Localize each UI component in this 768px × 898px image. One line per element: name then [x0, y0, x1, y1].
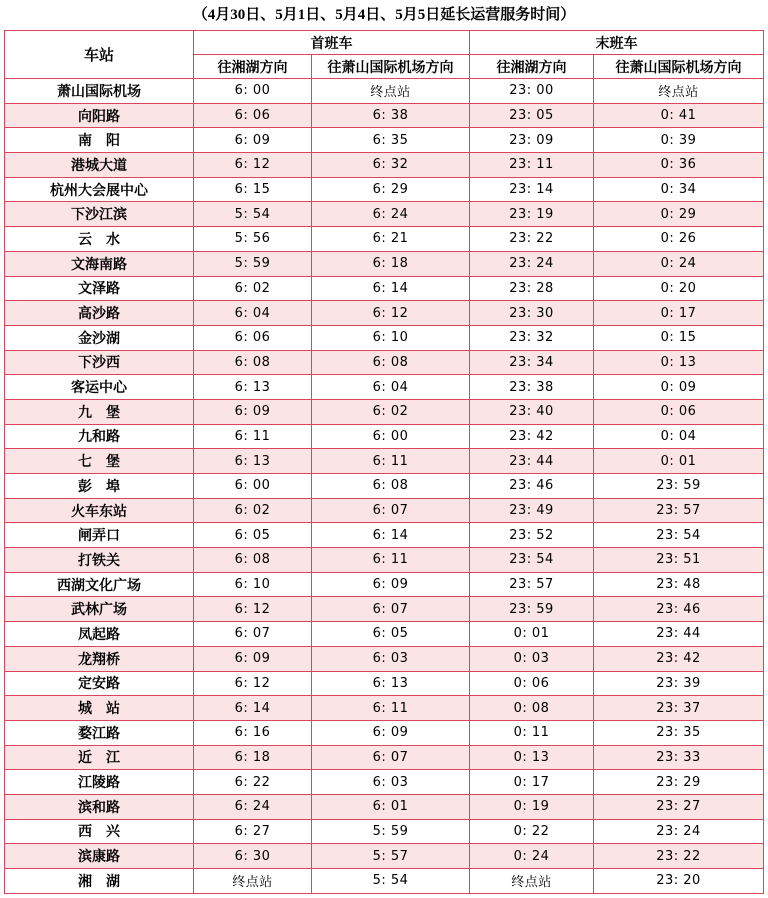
last-train-airport-header: 往萧山国际机场方向	[594, 55, 764, 79]
first-train-to-airport: 6: 09	[312, 572, 470, 597]
table-row	[5, 474, 764, 499]
last-train-to-airport: 0: 13	[594, 350, 764, 375]
table-row	[5, 177, 764, 202]
last-train-to-xianghu: 23: 19	[470, 202, 594, 227]
station-name: 萧山国际机场	[5, 79, 194, 104]
first-train-to-airport: 6: 04	[312, 375, 470, 400]
table-row	[5, 276, 764, 301]
station-name: 文海南路	[5, 251, 194, 276]
first-train-to-xianghu: 6: 08	[194, 350, 312, 375]
first-train-to-airport: 6: 07	[312, 498, 470, 523]
last-train-to-xianghu: 0: 08	[470, 696, 594, 721]
table-row	[5, 622, 764, 647]
last-train-to-airport: 0: 15	[594, 325, 764, 350]
first-train-to-airport: 6: 35	[312, 128, 470, 153]
station-name: 城 站	[5, 696, 194, 721]
first-train-to-xianghu: 6: 15	[194, 177, 312, 202]
first-train-to-xianghu: 6: 13	[194, 449, 312, 474]
table-row	[5, 79, 764, 104]
first-train-to-xianghu: 6: 27	[194, 819, 312, 844]
table-row	[5, 350, 764, 375]
first-train-to-airport: 5: 54	[312, 869, 470, 894]
last-train-to-airport: 0: 29	[594, 202, 764, 227]
last-train-to-airport: 23: 57	[594, 498, 764, 523]
station-column-header: 车站	[5, 31, 194, 79]
first-train-to-xianghu: 6: 00	[194, 474, 312, 499]
last-train-to-xianghu: 0: 11	[470, 720, 594, 745]
table-row	[5, 572, 764, 597]
first-train-to-airport: 6: 38	[312, 103, 470, 128]
last-train-to-xianghu: 23: 54	[470, 548, 594, 573]
first-train-to-airport: 6: 29	[312, 177, 470, 202]
first-train-to-xianghu: 6: 00	[194, 79, 312, 104]
last-train-to-xianghu: 23: 40	[470, 399, 594, 424]
table-row	[5, 597, 764, 622]
last-train-to-airport: 终点站	[594, 79, 764, 104]
first-train-to-xianghu: 6: 12	[194, 597, 312, 622]
last-train-to-airport: 23: 48	[594, 572, 764, 597]
last-train-to-airport: 0: 17	[594, 301, 764, 326]
first-train-to-airport: 6: 14	[312, 523, 470, 548]
last-train-to-xianghu: 23: 42	[470, 424, 594, 449]
first-train-to-xianghu: 6: 14	[194, 696, 312, 721]
station-name: 向阳路	[5, 103, 194, 128]
first-train-to-airport: 6: 10	[312, 325, 470, 350]
last-train-to-xianghu: 23: 14	[470, 177, 594, 202]
last-train-to-xianghu: 23: 30	[470, 301, 594, 326]
first-train-to-airport: 6: 05	[312, 622, 470, 647]
last-train-to-airport: 0: 06	[594, 399, 764, 424]
station-name: 滨和路	[5, 794, 194, 819]
table-row	[5, 696, 764, 721]
table-row	[5, 794, 764, 819]
last-train-to-xianghu: 0: 17	[470, 770, 594, 795]
first-train-to-airport: 6: 14	[312, 276, 470, 301]
last-train-to-xianghu: 0: 13	[470, 745, 594, 770]
station-name: 火车东站	[5, 498, 194, 523]
last-train-to-airport: 0: 04	[594, 424, 764, 449]
last-train-to-airport: 0: 24	[594, 251, 764, 276]
first-train-to-xianghu: 6: 11	[194, 424, 312, 449]
table-row	[5, 869, 764, 894]
station-name: 江陵路	[5, 770, 194, 795]
station-name: 滨康路	[5, 844, 194, 869]
last-train-header: 末班车	[470, 31, 764, 55]
station-name: 客运中心	[5, 375, 194, 400]
first-train-to-xianghu: 6: 05	[194, 523, 312, 548]
station-name: 湘 湖	[5, 869, 194, 894]
last-train-to-xianghu: 0: 06	[470, 671, 594, 696]
last-train-to-xianghu: 23: 11	[470, 153, 594, 178]
first-train-to-airport: 终点站	[312, 79, 470, 104]
table-row	[5, 424, 764, 449]
last-train-xianghu-header: 往湘湖方向	[470, 55, 594, 79]
station-name: 婺江路	[5, 720, 194, 745]
station-name: 杭州大会展中心	[5, 177, 194, 202]
table-row	[5, 523, 764, 548]
last-train-to-xianghu: 23: 22	[470, 227, 594, 252]
table-row	[5, 399, 764, 424]
first-train-to-airport: 6: 11	[312, 696, 470, 721]
last-train-to-xianghu: 23: 32	[470, 325, 594, 350]
last-train-to-airport: 23: 44	[594, 622, 764, 647]
first-train-to-xianghu: 6: 16	[194, 720, 312, 745]
first-train-to-airport: 6: 32	[312, 153, 470, 178]
station-name: 凤起路	[5, 622, 194, 647]
station-name: 文泽路	[5, 276, 194, 301]
first-train-to-airport: 6: 08	[312, 350, 470, 375]
last-train-to-xianghu: 23: 44	[470, 449, 594, 474]
table-row	[5, 103, 764, 128]
station-name: 近 江	[5, 745, 194, 770]
first-train-to-xianghu: 5: 56	[194, 227, 312, 252]
first-train-to-xianghu: 5: 54	[194, 202, 312, 227]
first-train-to-xianghu: 5: 59	[194, 251, 312, 276]
table-row	[5, 301, 764, 326]
last-train-to-xianghu: 终点站	[470, 869, 594, 894]
first-train-to-airport: 6: 09	[312, 720, 470, 745]
last-train-to-airport: 23: 54	[594, 523, 764, 548]
last-train-to-airport: 23: 39	[594, 671, 764, 696]
station-name: 武林广场	[5, 597, 194, 622]
table-row	[5, 720, 764, 745]
first-train-to-airport: 6: 01	[312, 794, 470, 819]
first-train-to-xianghu: 6: 02	[194, 498, 312, 523]
last-train-to-airport: 0: 36	[594, 153, 764, 178]
last-train-to-airport: 23: 33	[594, 745, 764, 770]
station-name: 打铁关	[5, 548, 194, 573]
station-name: 彭 埠	[5, 474, 194, 499]
first-train-to-xianghu: 6: 09	[194, 646, 312, 671]
last-train-to-xianghu: 0: 22	[470, 819, 594, 844]
last-train-to-xianghu: 23: 24	[470, 251, 594, 276]
first-train-to-airport: 6: 03	[312, 770, 470, 795]
station-name: 南 阳	[5, 128, 194, 153]
station-name: 龙翔桥	[5, 646, 194, 671]
last-train-to-airport: 0: 41	[594, 103, 764, 128]
first-train-to-airport: 6: 24	[312, 202, 470, 227]
station-name: 西湖文化广场	[5, 572, 194, 597]
first-train-to-xianghu: 6: 12	[194, 153, 312, 178]
table-row	[5, 227, 764, 252]
last-train-to-xianghu: 0: 24	[470, 844, 594, 869]
last-train-to-xianghu: 23: 05	[470, 103, 594, 128]
first-train-to-airport: 6: 07	[312, 597, 470, 622]
table-row	[5, 745, 764, 770]
table-row	[5, 251, 764, 276]
first-train-to-airport: 5: 57	[312, 844, 470, 869]
station-name: 高沙路	[5, 301, 194, 326]
last-train-to-xianghu: 23: 49	[470, 498, 594, 523]
first-train-to-xianghu: 6: 10	[194, 572, 312, 597]
last-train-to-airport: 23: 51	[594, 548, 764, 573]
station-name: 下沙西	[5, 350, 194, 375]
last-train-to-airport: 23: 20	[594, 869, 764, 894]
first-train-to-xianghu: 6: 09	[194, 399, 312, 424]
station-name: 金沙湖	[5, 325, 194, 350]
timetable-body	[5, 79, 764, 894]
last-train-to-airport: 23: 37	[594, 696, 764, 721]
last-train-to-airport: 0: 20	[594, 276, 764, 301]
timetable	[4, 30, 764, 894]
last-train-to-xianghu: 23: 59	[470, 597, 594, 622]
first-train-to-airport: 6: 13	[312, 671, 470, 696]
first-train-to-airport: 6: 21	[312, 227, 470, 252]
station-name: 港城大道	[5, 153, 194, 178]
table-row	[5, 449, 764, 474]
first-train-xianghu-header: 往湘湖方向	[194, 55, 312, 79]
station-name: 云 水	[5, 227, 194, 252]
table-row	[5, 646, 764, 671]
last-train-to-xianghu: 23: 38	[470, 375, 594, 400]
table-row	[5, 770, 764, 795]
table-row	[5, 128, 764, 153]
first-train-to-airport: 6: 08	[312, 474, 470, 499]
table-row	[5, 819, 764, 844]
first-train-to-xianghu: 6: 24	[194, 794, 312, 819]
table-row	[5, 548, 764, 573]
table-row	[5, 202, 764, 227]
last-train-to-airport: 0: 34	[594, 177, 764, 202]
first-train-to-xianghu: 6: 06	[194, 325, 312, 350]
first-train-to-xianghu: 6: 13	[194, 375, 312, 400]
last-train-to-airport: 23: 27	[594, 794, 764, 819]
table-row	[5, 153, 764, 178]
last-train-to-xianghu: 23: 46	[470, 474, 594, 499]
first-train-to-airport: 6: 02	[312, 399, 470, 424]
last-train-to-xianghu: 23: 34	[470, 350, 594, 375]
station-name: 九和路	[5, 424, 194, 449]
station-name: 西 兴	[5, 819, 194, 844]
first-train-to-xianghu: 6: 09	[194, 128, 312, 153]
last-train-to-xianghu: 23: 28	[470, 276, 594, 301]
first-train-to-xianghu: 6: 22	[194, 770, 312, 795]
first-train-to-xianghu: 6: 06	[194, 103, 312, 128]
first-train-to-airport: 6: 18	[312, 251, 470, 276]
first-train-to-xianghu: 6: 18	[194, 745, 312, 770]
last-train-to-xianghu: 0: 03	[470, 646, 594, 671]
table-row	[5, 325, 764, 350]
last-train-to-airport: 23: 59	[594, 474, 764, 499]
station-name: 七 堡	[5, 449, 194, 474]
first-train-airport-header: 往萧山国际机场方向	[312, 55, 470, 79]
last-train-to-airport: 23: 35	[594, 720, 764, 745]
table-row	[5, 375, 764, 400]
last-train-to-xianghu: 23: 57	[470, 572, 594, 597]
first-train-to-xianghu: 6: 07	[194, 622, 312, 647]
last-train-to-xianghu: 0: 01	[470, 622, 594, 647]
page-title: （4月30日、5月1日、5月4日、5月5日延长运营服务时间）	[192, 7, 576, 23]
last-train-to-airport: 0: 39	[594, 128, 764, 153]
first-train-to-airport: 6: 12	[312, 301, 470, 326]
first-train-to-airport: 6: 07	[312, 745, 470, 770]
station-name: 定安路	[5, 671, 194, 696]
first-train-to-xianghu: 6: 12	[194, 671, 312, 696]
last-train-to-airport: 23: 29	[594, 770, 764, 795]
table-row	[5, 671, 764, 696]
last-train-to-xianghu: 23: 52	[470, 523, 594, 548]
station-name: 下沙江滨	[5, 202, 194, 227]
first-train-to-airport: 6: 11	[312, 449, 470, 474]
last-train-to-xianghu: 0: 19	[470, 794, 594, 819]
last-train-to-airport: 23: 46	[594, 597, 764, 622]
station-name: 九 堡	[5, 399, 194, 424]
last-train-to-xianghu: 23: 09	[470, 128, 594, 153]
last-train-to-airport: 0: 09	[594, 375, 764, 400]
first-train-to-airport: 5: 59	[312, 819, 470, 844]
first-train-to-airport: 6: 03	[312, 646, 470, 671]
first-train-to-xianghu: 6: 04	[194, 301, 312, 326]
first-train-header: 首班车	[194, 31, 470, 55]
first-train-to-xianghu: 6: 30	[194, 844, 312, 869]
last-train-to-airport: 23: 42	[594, 646, 764, 671]
last-train-to-airport: 0: 01	[594, 449, 764, 474]
table-row	[5, 844, 764, 869]
last-train-to-airport: 23: 24	[594, 819, 764, 844]
first-train-to-xianghu: 6: 02	[194, 276, 312, 301]
first-train-to-xianghu: 终点站	[194, 869, 312, 894]
first-train-to-airport: 6: 11	[312, 548, 470, 573]
first-train-to-airport: 6: 00	[312, 424, 470, 449]
last-train-to-airport: 23: 22	[594, 844, 764, 869]
first-train-to-xianghu: 6: 08	[194, 548, 312, 573]
last-train-to-airport: 0: 26	[594, 227, 764, 252]
last-train-to-xianghu: 23: 00	[470, 79, 594, 104]
station-name: 闸弄口	[5, 523, 194, 548]
table-row	[5, 498, 764, 523]
